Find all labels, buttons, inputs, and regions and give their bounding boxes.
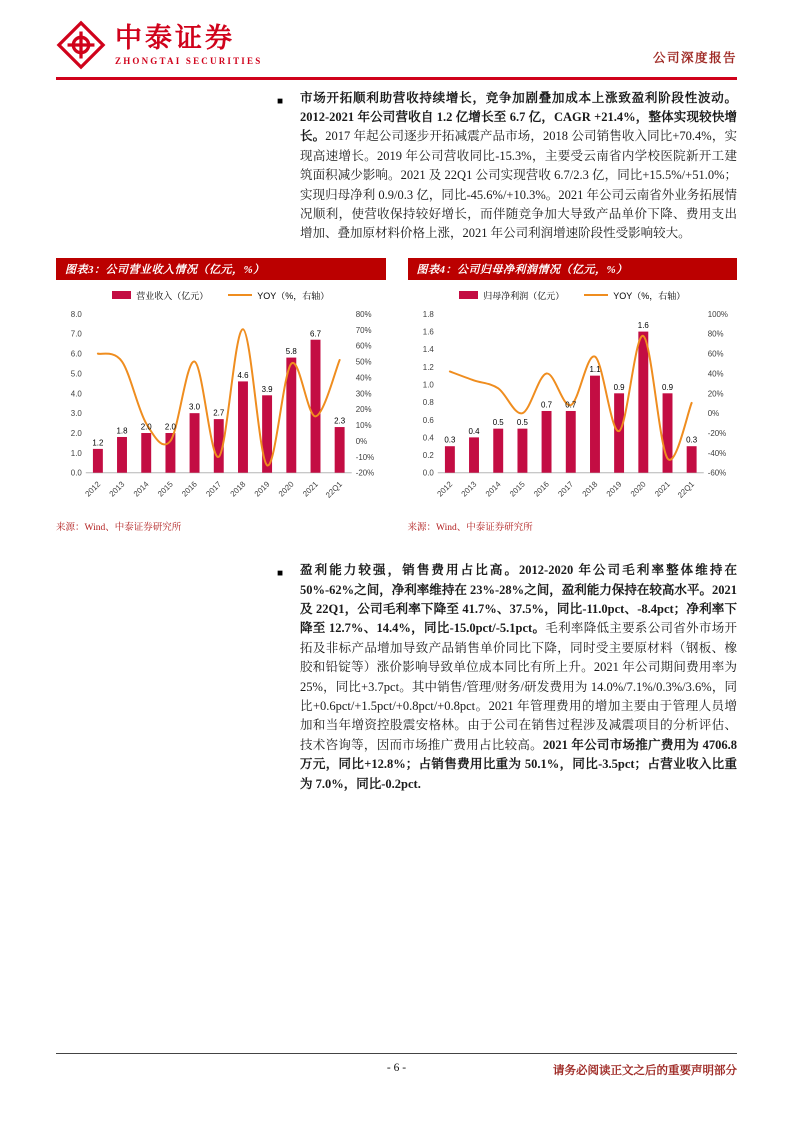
svg-text:22Q1: 22Q1 <box>323 479 345 500</box>
svg-text:2019: 2019 <box>252 479 272 499</box>
svg-text:0.4: 0.4 <box>467 426 480 436</box>
svg-text:1.2: 1.2 <box>92 438 104 448</box>
svg-text:2017: 2017 <box>555 479 575 499</box>
svg-text:2016: 2016 <box>531 479 551 499</box>
svg-text:1.0: 1.0 <box>422 380 434 390</box>
paragraph-revenue-growth <box>275 89 737 244</box>
svg-text:100%: 100% <box>707 309 728 319</box>
svg-text:0.0: 0.0 <box>70 468 82 478</box>
svg-text:0.0: 0.0 <box>422 468 434 478</box>
svg-text:2020: 2020 <box>628 479 648 499</box>
bullet-icon: ■ <box>277 568 284 580</box>
svg-text:22Q1: 22Q1 <box>675 479 696 500</box>
svg-text:3.9: 3.9 <box>261 384 273 394</box>
svg-text:4.0: 4.0 <box>70 389 82 399</box>
svg-text:0.3: 0.3 <box>443 435 455 445</box>
chart-source: 来源：Wind、中泰证券研究所 <box>407 523 533 534</box>
legend-bar-swatch-icon <box>459 291 478 299</box>
svg-text:2014: 2014 <box>131 479 151 499</box>
svg-text:2020: 2020 <box>276 479 296 499</box>
svg-text:3.0: 3.0 <box>189 402 201 412</box>
svg-text:1.2: 1.2 <box>422 362 434 372</box>
svg-text:-10%: -10% <box>355 452 375 462</box>
svg-text:-20%: -20% <box>355 468 375 478</box>
svg-text:2.3: 2.3 <box>334 416 346 426</box>
svg-text:60%: 60% <box>355 341 372 351</box>
svg-text:0.4: 0.4 <box>422 433 434 443</box>
svg-text:2.7: 2.7 <box>213 408 225 418</box>
svg-text:5.8: 5.8 <box>285 346 297 356</box>
svg-text:6.7: 6.7 <box>310 329 322 339</box>
paragraph-profitability <box>275 561 737 794</box>
text-run: 2021 年公司市场推广费用为 4706.8 万元，同比+12.8%；占销售费用比重为 50.1%，同比-3.5pct；占营业收入比重为 7.0%，同比-0.2pct. <box>300 737 737 791</box>
svg-text:40%: 40% <box>707 369 724 379</box>
svg-text:1.6: 1.6 <box>422 327 434 337</box>
brand-logo-text <box>115 24 262 66</box>
svg-text:1.8: 1.8 <box>422 309 434 319</box>
svg-text:0.6: 0.6 <box>422 415 434 425</box>
svg-text:20%: 20% <box>355 404 372 414</box>
brand-emblem-icon <box>56 20 106 70</box>
svg-text:0%: 0% <box>707 408 719 418</box>
chart-card-net-profit <box>408 258 738 533</box>
svg-text:2021: 2021 <box>652 479 672 499</box>
legend-line-label: YOY（%，右轴） <box>613 290 686 301</box>
svg-text:3.0: 3.0 <box>70 408 82 418</box>
paragraph-text-1 <box>300 91 737 241</box>
chart-title-bar: 图表3：公司营业收入情况（亿元，%） <box>56 258 386 280</box>
bullet-icon: ■ <box>277 95 284 107</box>
chart-legend <box>408 289 738 302</box>
svg-text:2012: 2012 <box>83 479 103 499</box>
charts-row <box>56 258 737 533</box>
svg-text:-20%: -20% <box>707 428 726 438</box>
svg-text:0.8: 0.8 <box>422 397 434 407</box>
chart-legend <box>56 289 386 302</box>
svg-text:2018: 2018 <box>580 479 599 499</box>
legend-bar-label: 营业收入（亿元） <box>136 290 209 301</box>
svg-text:2017: 2017 <box>204 479 224 499</box>
svg-text:1.4: 1.4 <box>422 344 434 354</box>
svg-text:0.7: 0.7 <box>540 400 552 410</box>
brand-name-cn: 中泰证券 <box>115 23 235 54</box>
svg-text:1.0: 1.0 <box>70 448 82 458</box>
svg-text:0.9: 0.9 <box>661 382 673 392</box>
legend-line-swatch-icon <box>228 294 252 296</box>
paragraph-text-2 <box>300 563 737 790</box>
svg-text:20%: 20% <box>707 389 724 399</box>
text-run: 盈利能力较强，销售费用占比高。2012-2020 年公司毛利率整体维持在 50%-62%之间，净利率维持在 23%-28%之间，盈利能力保持在较高水平。2021 及 22Q1，公司毛利率下降至 41.7%、37.5%，同比-11.0pct、-8.4pct；净利率下降至 12.7%、14.4%，同比-15.0pct/-5.1pct。 <box>300 563 737 636</box>
report-type-label: 公司深度报告 <box>652 51 737 65</box>
svg-text:2.0: 2.0 <box>140 422 152 432</box>
text-run: 市场开拓顺利助营收持续增长，竞争加剧叠加成本上涨致盈利阶段性波动。2012-2021 年公司营收自 1.2 亿增长至 6.7 亿，CAGR +21.4%，整体实现较快增长。 <box>300 90 737 144</box>
svg-text:1.6: 1.6 <box>637 320 649 330</box>
legend-bar-label: 归母净利润（亿元） <box>483 290 565 301</box>
svg-text:0%: 0% <box>355 436 368 446</box>
svg-text:0.5: 0.5 <box>516 417 528 427</box>
svg-text:2016: 2016 <box>180 479 199 499</box>
page-number: - 6 - <box>386 1062 407 1074</box>
header-rule <box>56 77 737 80</box>
svg-text:0.5: 0.5 <box>492 417 504 427</box>
svg-text:2013: 2013 <box>107 479 127 499</box>
svg-text:-60%: -60% <box>707 468 726 478</box>
svg-text:1.1: 1.1 <box>588 364 600 374</box>
svg-text:6.0: 6.0 <box>70 349 82 359</box>
svg-text:70%: 70% <box>355 325 372 335</box>
legend-bar-swatch-icon <box>112 291 131 299</box>
svg-text:2015: 2015 <box>155 479 175 499</box>
svg-text:2018: 2018 <box>228 479 248 499</box>
net-profit-bar-line-chart <box>408 304 738 514</box>
legend-item-bar <box>112 289 208 302</box>
svg-text:40%: 40% <box>355 373 372 383</box>
legend-item-bar <box>459 289 564 302</box>
text-run: 毛利率降低主要系公司省外市场开拓及非标产品增加导致产品销售单价同比下降，同时受主要原材料（钢板、橡胶和铅锭等）涨价影响导致单位成本同比有所上升。2021 年公司期间费用率为 25%，同比+3.7pct。其中销售/管理/财务/研发费用为 14.0%/7.1%/0.3%/3.6%，同比+0.6pct/+1.5pct/+0.8pct/+0.8pct。2021 年管理费用的增加主要由于管理人员增加和当年增资控股震安格林。由于公司在销售过程涉及减震项目的分析评估、技术咨询等，因而市场推广费用占比较高。 <box>300 621 737 752</box>
svg-text:0.7: 0.7 <box>564 400 576 410</box>
svg-text:0.2: 0.2 <box>422 450 434 460</box>
svg-text:2012: 2012 <box>434 479 454 499</box>
svg-text:2019: 2019 <box>604 479 623 499</box>
report-header <box>56 0 737 70</box>
chart-title-bar: 图表4：公司归母净利润情况（亿元，%） <box>408 258 738 280</box>
svg-text:0.3: 0.3 <box>685 435 697 445</box>
svg-text:4.6: 4.6 <box>237 370 249 380</box>
svg-text:50%: 50% <box>355 357 372 367</box>
legend-item-line <box>584 289 685 302</box>
svg-text:80%: 80% <box>707 329 724 339</box>
revenue-bar-line-chart <box>56 304 386 514</box>
chart-card-revenue <box>56 258 386 533</box>
legend-line-swatch-icon <box>584 294 608 296</box>
chart-source: 来源：Wind、中泰证券研究所 <box>56 523 182 534</box>
footer-row <box>56 1054 737 1076</box>
svg-text:2.0: 2.0 <box>164 422 176 432</box>
svg-text:2015: 2015 <box>507 479 527 499</box>
svg-text:10%: 10% <box>355 420 372 430</box>
svg-text:7.0: 7.0 <box>70 329 82 339</box>
text-run: 2017 年起公司逐步开拓减震产品市场，2018 公司销售收入同比+70.4%，实现高速增长。2019 年公司营收同比-15.3%，主要受云南省内学校医院新开工建筑面积减少影响。2021 及 22Q1 公司实现营收 6.7/2.3 亿，同比+15.5%/+51.0%；实现归母净利 0.9/0.3 亿，同比-45.6%/+10.3%。2021 年公司云南省外业务拓展情况顺利，使营收保持较好增长，而伴随竞争加大导致产品单价下降、费用支出增加、叠加原材料价格上涨，2021 年公司利润增速阶段性受影响较大。 <box>300 129 737 241</box>
svg-text:80%: 80% <box>355 309 372 319</box>
brand-name-en: ZHONGTAI SECURITIES <box>115 55 263 66</box>
svg-text:2021: 2021 <box>301 479 320 499</box>
svg-text:2013: 2013 <box>459 479 478 499</box>
brand-logo <box>56 20 262 70</box>
svg-text:2014: 2014 <box>483 479 503 499</box>
svg-text:8.0: 8.0 <box>70 309 82 319</box>
svg-text:30%: 30% <box>355 389 372 399</box>
svg-text:0.9: 0.9 <box>613 382 625 392</box>
svg-text:-40%: -40% <box>707 448 726 458</box>
svg-text:5.0: 5.0 <box>70 369 82 379</box>
page-footer <box>56 1053 737 1076</box>
legend-item-line <box>228 289 329 302</box>
svg-text:2.0: 2.0 <box>70 428 82 438</box>
svg-text:1.8: 1.8 <box>116 426 128 436</box>
footer-disclaimer: 请务必阅读正文之后的重要声明部分 <box>553 1065 737 1077</box>
svg-text:60%: 60% <box>707 349 724 359</box>
legend-line-label: YOY（%，右轴） <box>257 290 330 301</box>
